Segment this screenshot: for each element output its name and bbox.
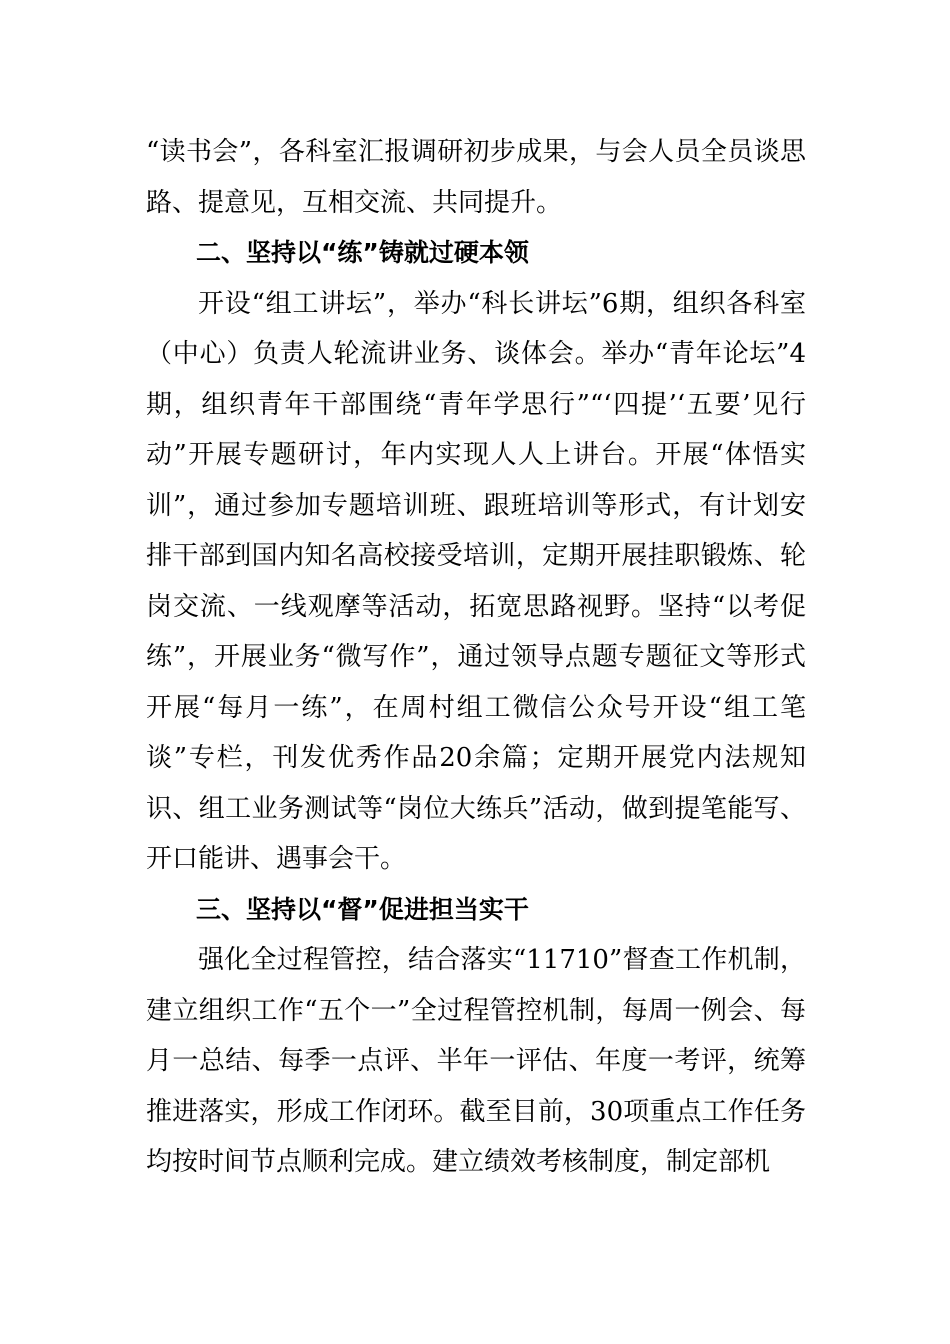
section-heading-supervision: 三、坚持以“督”促进担当实干 [196,894,529,924]
document-body [146,127,806,1188]
section-heading-practice: 二、坚持以“练”铸就过硬本领 [196,238,529,267]
paragraph-supervision: 强化全过程管控，结合落实“11710”督查工作机制，建立组织工作“五个一”全过程管控机制，每周一例会、每月一总结、每季一点评、半年一评估、年度一考评，统筹推进落实，形成工作闭环。截至目前，30项重点工作任务均按时间节点顺利完成。建立绩效考核制度，制定部机 [146,945,806,1177]
paragraph-practice: 开设“组工讲坛”，举办“科长讲坛”6期，组织各科室（中心）负责人轮流讲业务、谈体会。举办“青年论坛”4期，组织青年干部围绕“青年学思行”“‘四提’‘五要’见行动”开展专题研讨，年内实现人人上讲台。开展“体悟实训”，通过参加专题培训班、跟班培训等形式，有计划安排干部到国内知名高校接受培训，定期开展挂职锻炼、轮岗交流、一线观摩等活动，拓宽思路视野。坚持“以考促练”，开展业务“微写作”，通过领导点题专题征文等形式开展“每月一练”，在周村组工微信公众号开设“组工笔谈”专栏，刊发优秀作品20余篇；定期开展党内法规知识、组工业务测试等“岗位大练兵”活动，做到提笔能写、开口能讲、遇事会干。 [146,288,806,874]
paragraph-reading-club: “读书会”，各科室汇报调研初步成果，与会人员全员谈思路、提意见，互相交流、共同提升。 [146,137,806,218]
